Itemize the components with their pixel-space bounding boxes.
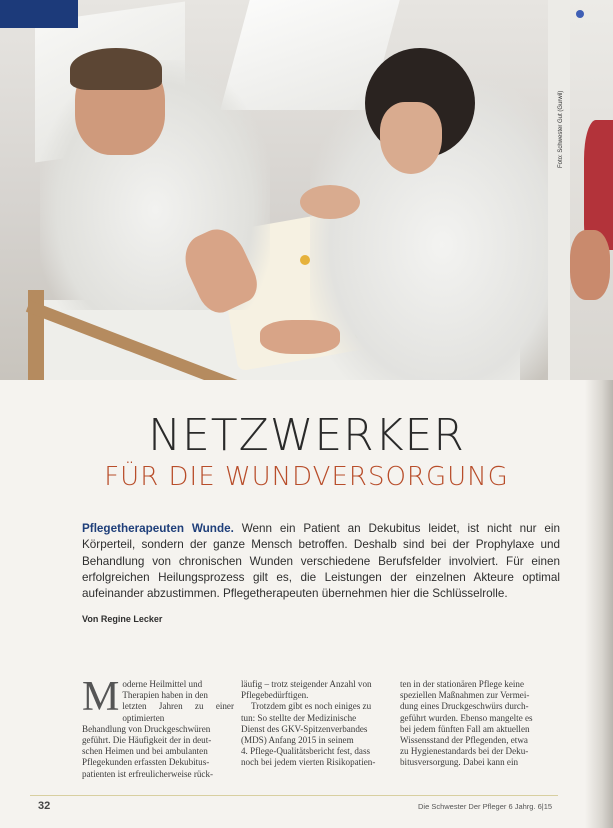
body-line: Trotzdem gibt es noch einiges zu bbox=[251, 701, 372, 712]
photo-man-hair bbox=[70, 48, 162, 90]
footer-rule bbox=[30, 795, 558, 796]
body-line: speziellen Maßnahmen zur Vermei- bbox=[400, 690, 530, 701]
lead-kicker: Pflegetherapeuten Wunde. bbox=[82, 522, 234, 535]
photo-hand bbox=[300, 185, 360, 219]
body-line: bei jedem fünften Fall am aktuellen bbox=[400, 723, 530, 734]
blanket-pattern-dot bbox=[300, 255, 310, 265]
body-line: Wissensstand der Pflegenden, etwa bbox=[400, 735, 528, 746]
body-line: Therapien haben in den bbox=[122, 690, 208, 701]
body-line: ten in der stationären Pflege keine bbox=[400, 679, 524, 689]
lead-text: Wenn ein Patient an Dekubitus leidet, ist nicht nur ein Körperteil, sondern der ganze Mensch betroffen. Deshalb sind bei der Prophylaxe und Behandlung von chronischen Wunden verschiedene Berufsfelder involviert. Für einen erfolgreichen Heilungsprozess gilt es, die Leistungen der einzelnen Akteure optimal aufeinander abzustimmen. Pflegetherapeuten übernehmen hier die Schlüsselrolle. bbox=[82, 522, 560, 601]
body-line: läufig – trotz steigender Anzahl von bbox=[241, 679, 372, 689]
adjacent-page-photo bbox=[570, 0, 613, 380]
body-line: tun: So stellte der Medizinische bbox=[241, 712, 357, 723]
body-line: dung eines Druckgeschwürs durch- bbox=[400, 701, 529, 712]
body-line: Pflegekunden erfassten Dekubitus- bbox=[82, 757, 210, 768]
photo-credit: Foto: Schwester Gut (Gurwil) bbox=[558, 90, 564, 168]
body-line: zu Hygienestandards bei der Deku- bbox=[400, 746, 529, 757]
body-line: noch bei jedem vierten Risikopatien- bbox=[241, 757, 376, 768]
body-line: schen Heimen und bei ambulanten bbox=[82, 746, 208, 757]
body-line: 4. Pflege-Qualitätsbericht fest, dass bbox=[241, 746, 371, 757]
body-line: (MDS) Anfang 2015 in seinem bbox=[241, 735, 354, 746]
footer-publication: Die Schwester Der Pfleger 6 Jahrg. 6|15 bbox=[418, 802, 553, 811]
body-line: letzten Jahren zu einer optimierten bbox=[122, 701, 234, 723]
article-subheadline: FÜR DIE WUNDVERSORGUNG bbox=[104, 462, 509, 492]
hero-photo bbox=[0, 0, 548, 380]
body-line: Behandlung von Druckgeschwüren bbox=[82, 723, 211, 734]
adjacent-page-arm bbox=[570, 230, 610, 300]
body-line: geführt wurden. Ebenso mangelte es bbox=[400, 712, 533, 723]
body-line: geführt. Die Häufigkeit der in deut- bbox=[82, 735, 212, 746]
photo-credit-strip bbox=[548, 0, 570, 380]
body-column-1 bbox=[82, 674, 234, 780]
article-headline: NETZWERKER bbox=[148, 410, 465, 461]
body-column-2 bbox=[241, 679, 393, 769]
lead-paragraph bbox=[82, 521, 560, 602]
body-line: patienten ist erfreulicherweise rück- bbox=[82, 768, 214, 779]
byline: Von Regine Lecker bbox=[82, 614, 163, 624]
drop-cap: M bbox=[82, 674, 120, 720]
magazine-color-tab bbox=[0, 0, 78, 28]
adjacent-page-dot bbox=[576, 10, 584, 18]
body-line: bitusversorgung. Dabei kann ein bbox=[400, 757, 519, 768]
photo-woman-face bbox=[380, 102, 442, 174]
body-line: Dienst des GKV-Spitzenverbandes bbox=[241, 723, 368, 734]
body-line: Pflegebedürftigen. bbox=[241, 690, 309, 701]
body-line: oderne Heilmittel und bbox=[122, 679, 203, 689]
photo-patient-foot bbox=[260, 320, 340, 354]
body-column-3 bbox=[400, 679, 552, 769]
page-number: 32 bbox=[38, 800, 51, 812]
